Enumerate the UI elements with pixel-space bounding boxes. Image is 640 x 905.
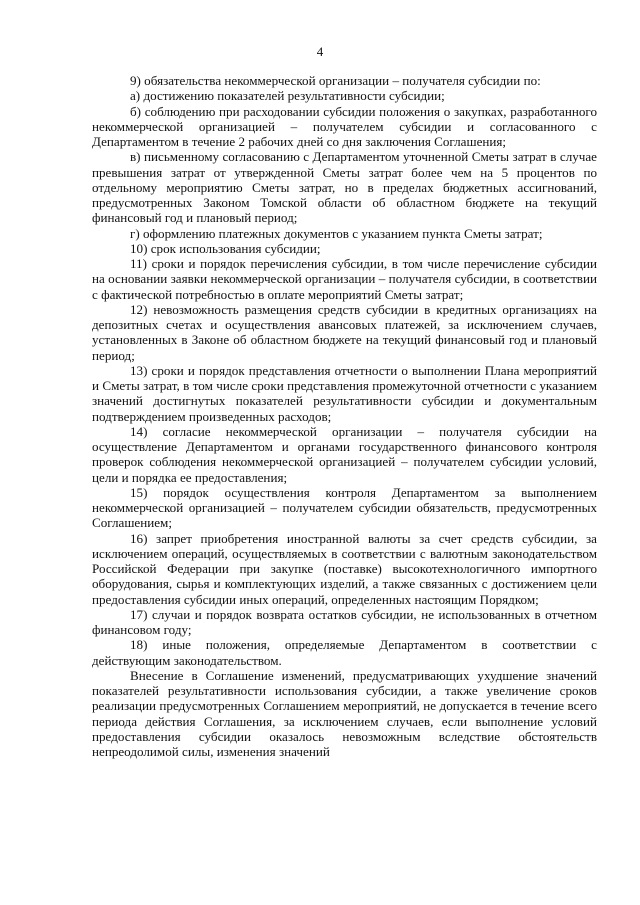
paragraph-item-18: 18) иные положения, определяемые Департаментом в соответствии с действующим законодательством. (92, 637, 597, 668)
paragraph-subitem-g: г) оформлению платежных документов с указанием пункта Сметы затрат; (130, 225, 543, 241)
paragraph-item-16: 16) запрет приобретения иностранной валюты за счет средств субсидии, за исключением операций, осуществляемых в соответствии с валютным законодательством Российской Федерации при закупке (поставке) высокотехнологичного импортного оборудования, сырья и комплектующих изделий, а также связанных с достижением цели предоставления субсидии иных операций, определенных настоящим Порядком; (92, 530, 597, 607)
paragraph-item-15: 15) порядок осуществления контроля Департаментом за выполнением некоммерческой организацией – получателем субсидии обязательств, предусмотренных Соглашением; (92, 484, 597, 531)
paragraph-item-10: 10) срок использования субсидии; (130, 240, 321, 256)
page-number: 4 (316, 44, 324, 59)
paragraph-item-13: 13) сроки и порядок представления отчетности о выполнении Плана мероприятий и Сметы затрат, в том числе сроки представления промежуточной отчетности с указанием значений достигнутых показателей результативности субсидии и документальным подтверждением произведенных расходов; (92, 362, 597, 424)
paragraph-item-17: 17) случаи и порядок возврата остатков субсидии, не использованных в отчетном финансовом году; (92, 606, 597, 637)
paragraph-item-11: 11) сроки и порядок перечисления субсидии, в том числе перечисление субсидии на основании заявки некоммерческой организации – получателя субсидии, в соответствии с фактической потребностью в оплате мероприятий Сметы затрат; (92, 256, 597, 302)
paragraph-subitem-a: а) достижению показателей результативности субсидии; (130, 88, 445, 104)
paragraph-item-9: 9) обязательства некоммерческой организации – получателя субсидии по: (130, 73, 541, 88)
paragraph-subitem-v: в) письменному согласованию с Департаментом уточненной Сметы затрат в случае превышения затрат от утвержденной Сметы затрат более чем на 5 процентов по отдельному мероприятию Сметы затрат, но в пределах бюджетных ассигнований, предусмотренных Законом Томской области об областном бюджете на текущий финансовый год и плановый период; (92, 149, 597, 226)
paragraph-item-14: 14) согласие некоммерческой организации – получателя субсидии на осуществление Департаментом и органами государственного финансового контроля проверок соблюдения некоммерческой организацией – получателем субсидии условий, цели и порядка ее предоставления; (92, 423, 597, 485)
paragraph-item-12: 12) невозможность размещения средств субсидии в кредитных организациях на депозитных счетах и осуществления авансовых платежей, за исключением случаев, установленных в Законе об областном бюджете на текущий финансовый год и плановый период; (92, 301, 597, 363)
document-body (92, 73, 597, 759)
paragraph-amendments: Внесение в Соглашение изменений, предусматривающих ухудшение значений показателей результативности использования субсидии, а также увеличение сроков реализации предусмотренных Соглашением мероприятий, не допускается в течение всего периода действия Соглашения, за исключением случаев, если выполнение условий предоставления субсидии оказалось невозможным вследствие обстоятельств непреодолимой силы, изменения значений (92, 667, 597, 759)
paragraph-subitem-b: б) соблюдению при расходовании субсидии положения о закупках, разработанного некоммерческой организацией – получателем субсидии и согласованного с Департаментом в течение 2 рабочих дней со дня заключения Соглашения; (92, 103, 597, 149)
